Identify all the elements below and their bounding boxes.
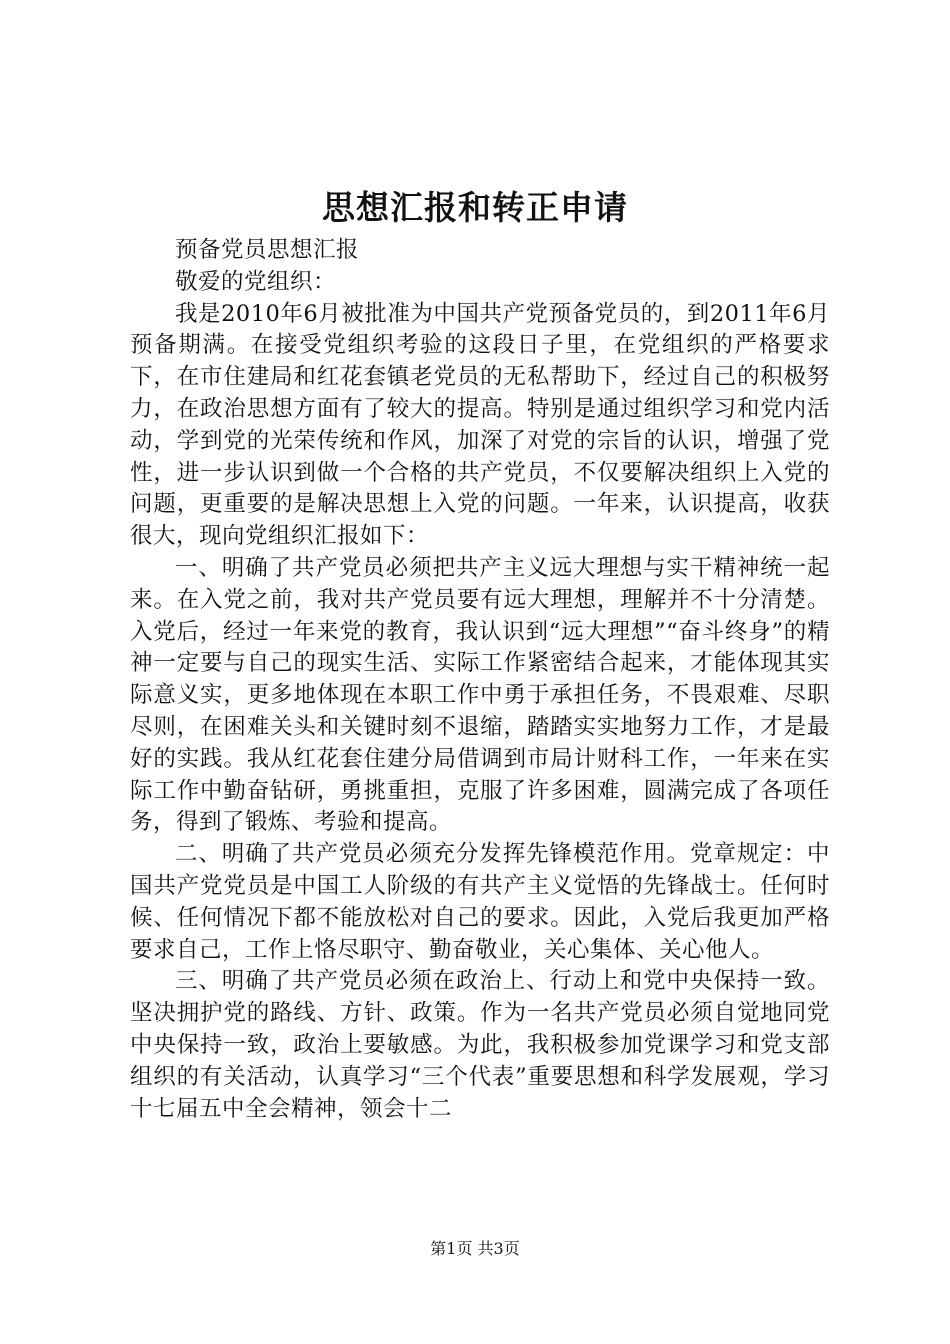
document-body: [130, 235, 830, 1125]
page-footer: 第1页 共3页: [430, 1239, 520, 1258]
paragraph-intro: 我是2010年6月被批准为中国共产党预备党员的，到2011年6月预备期满。在接受党组织考验的这段日子里，在党组织的严格要求下，在市住建局和红花套镇老党员的无私帮助下，经过自己的积极努力，在政治思想方面有了较大的提高。特别是通过组织学习和党内活动，学到党的光荣传统和作风，加深了对党的宗旨的认识，增强了党性，进一步认识到做一个合格的共产党员，不仅要解决组织上入党的问题，更重要的是解决思想上入党的问题。一年来，认识提高，收获很大，现向党组织汇报如下：: [130, 300, 830, 550]
paragraph-point-2: 二、明确了共产党员必须充分发挥先锋模范作用。党章规定：中国共产党党员是中国工人阶级的有共产主义觉悟的先锋战士。任何时候、任何情况下都不能放松对自己的要求。因此，入党后我更加严格要求自己，工作上恪尽职守、勤奋敬业，关心集体、关心他人。: [130, 841, 830, 963]
paragraph-salutation: 敬爱的党组织：: [175, 268, 337, 295]
paragraph-subtitle: 预备党员思想汇报: [175, 237, 360, 263]
paragraph-point-3: 三、明确了共产党员必须在政治上、行动上和党中央保持一致。坚决拥护党的路线、方针、政策。作为一名共产党员必须自觉地同党中央保持一致，政治上要敏感。为此，我积极参加党课学习和党支部组织的有关活动，认真学习“三个代表”重要思想和科学发展观，学习十七届五中全会精神，领会十二: [130, 968, 830, 1122]
paragraph-point-1: 一、明确了共产党员必须把共产主义远大理想与实干精神统一起来。在入党之前，我对共产党员要有远大理想，理解并不十分清楚。入党后，经过一年来党的教育，我认识到“远大理想”“奋斗终身”的精神一定要与自己的现实生活、实际工作紧密结合起来，才能体现其实际意义实，更多地体现在本职工作中勇于承担任务，不畏艰难、尽职尽则，在困难关头和关键时刻不退缩，踏踏实实地努力工作，才是最好的实践。我从红花套住建分局借调到市局计财科工作，一年来在实际工作中勤奋钻研，勇挑重担，克服了许多困难，圆满完成了各项任务，得到了锻炼、考验和提高。: [130, 554, 830, 836]
document-title: 思想汇报和转正申请: [322, 188, 628, 227]
